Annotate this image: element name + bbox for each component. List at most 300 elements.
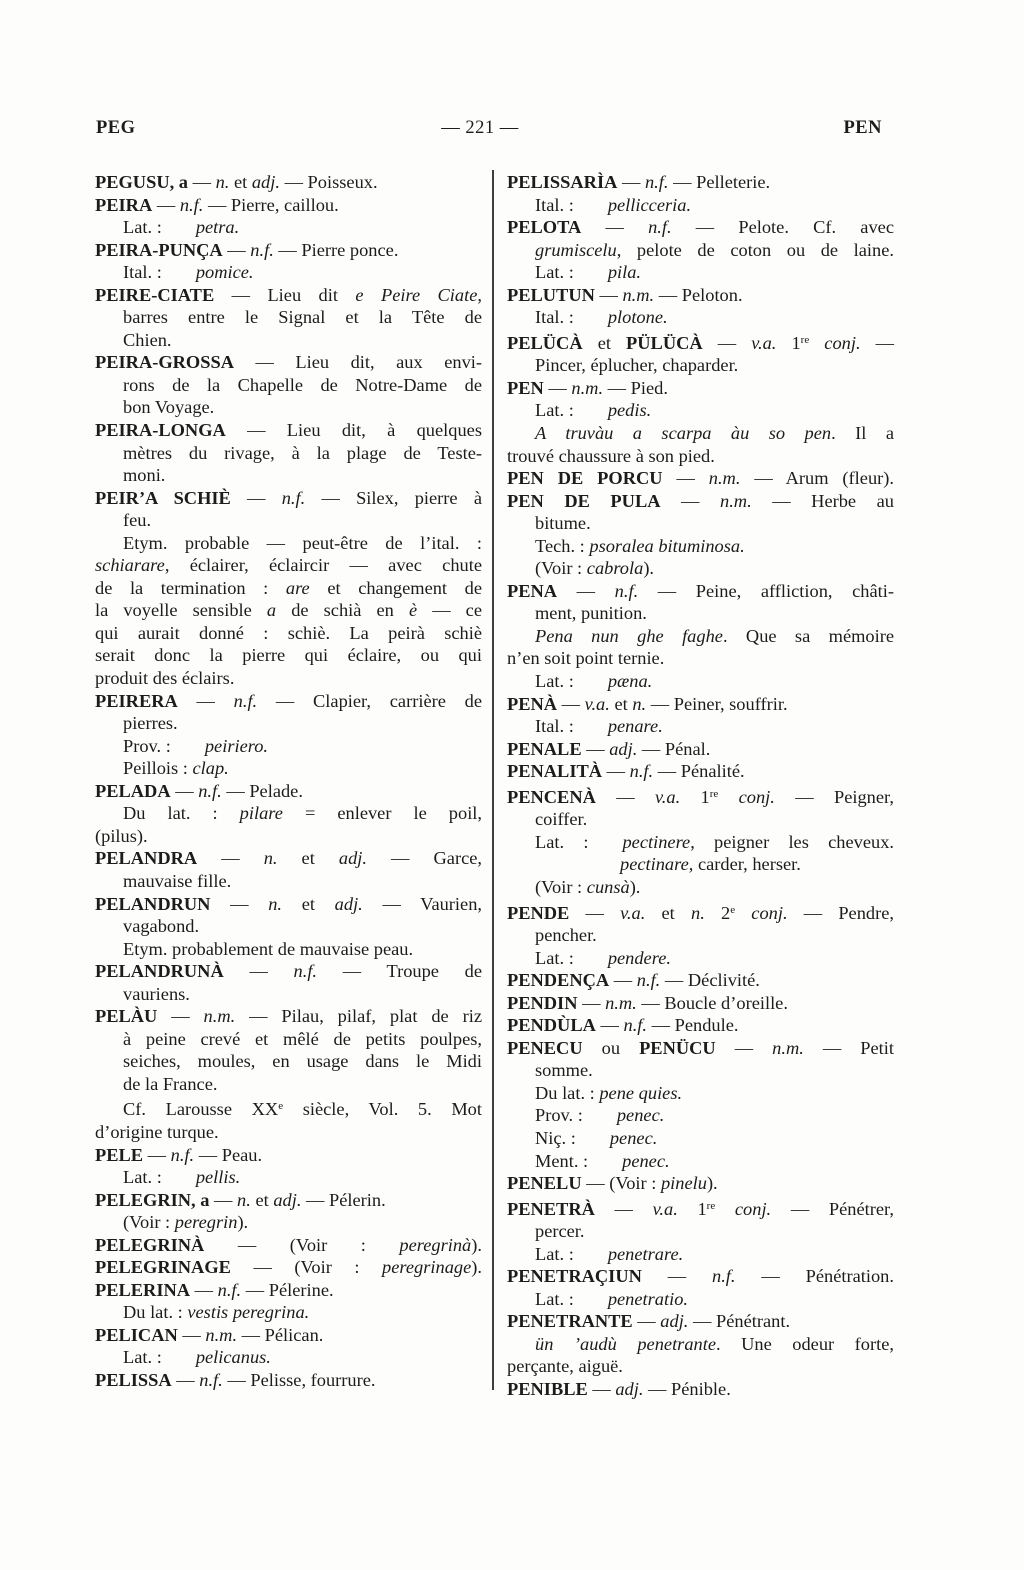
column-left — [95, 171, 482, 1392]
text-segment: n.f. — [648, 217, 672, 238]
entry-line — [507, 947, 894, 970]
entry-line — [95, 915, 482, 938]
text-segment: à peine crevé et mêlé de petits poulpes, — [123, 1028, 482, 1049]
text-segment: pæna. — [607, 671, 653, 692]
text-segment: — — [617, 172, 645, 192]
text-segment: — — [170, 780, 199, 801]
text-segment: PEIRE-CIATE — [95, 284, 215, 305]
text-segment: et — [250, 1189, 274, 1210]
text-segment: ). — [643, 558, 655, 579]
text-segment: Lat. : — [535, 1288, 574, 1309]
entry-line — [95, 1028, 482, 1051]
text-segment: pomice. — [195, 262, 254, 283]
text-segment: PELEGRIN, a — [95, 1189, 210, 1210]
text-segment: — — [557, 580, 615, 601]
text-segment: n.f. — [712, 1266, 736, 1287]
entry-line — [95, 960, 482, 983]
text-segment: adj. — [251, 172, 280, 192]
text-segment: (pilus). — [95, 825, 148, 846]
entry-line — [95, 735, 482, 758]
text-segment: v.a. — [620, 902, 646, 923]
text-segment: 1 — [680, 786, 710, 807]
entry-line — [95, 442, 482, 465]
entry-line — [507, 445, 894, 468]
entry-line — [95, 690, 482, 713]
text-segment: n.m. — [720, 490, 752, 511]
text-segment: et — [609, 693, 633, 714]
text-segment: siècle, Vol. 5. Mot — [283, 1099, 482, 1120]
text-segment: n.f. — [614, 580, 639, 601]
entry-line — [507, 239, 894, 262]
text-segment: — Pénétration. — [735, 1266, 894, 1287]
text-segment: peregrinage — [382, 1257, 472, 1278]
entry-line — [95, 893, 482, 916]
text-segment: . Une odeur forte, — [716, 1333, 895, 1354]
text-segment: PELISSARÌA — [507, 172, 618, 192]
entry-line — [95, 1211, 482, 1234]
entry-line — [507, 647, 894, 670]
text-segment: PELADA — [95, 780, 171, 801]
text-segment: n. — [691, 902, 705, 923]
entry-line — [95, 1189, 482, 1212]
text-segment: Ital. : — [123, 262, 162, 283]
text-segment: PELE — [95, 1144, 144, 1165]
text-segment: adj. — [615, 1378, 644, 1399]
text-segment: v.a. — [654, 786, 681, 807]
text-segment: n.m. — [203, 1006, 236, 1027]
entry-line — [95, 419, 482, 442]
text-segment: — — [543, 377, 572, 398]
entry-line — [95, 1234, 482, 1257]
entry-line — [95, 216, 482, 239]
entry-line — [507, 261, 894, 284]
text-segment: — Troupe de — [317, 961, 482, 982]
text-segment: — — [171, 1369, 200, 1390]
text-segment: n.m. — [708, 468, 741, 489]
text-segment: — Peau. — [194, 1144, 263, 1165]
text-segment: pilare — [239, 803, 283, 824]
text-segment: PEN — [507, 377, 544, 398]
text-segment: — — [152, 194, 180, 215]
text-segment: A truvàu a scarpa àu so pen — [535, 423, 832, 444]
text-segment: e — [730, 903, 736, 916]
entry-line — [95, 532, 482, 555]
text-segment: n.m. — [772, 1037, 804, 1058]
text-segment: pectinare — [620, 854, 689, 875]
text-segment: — — [569, 902, 621, 923]
text-segment: n.m. — [605, 992, 637, 1013]
text-segment: — Pélerin. — [301, 1189, 386, 1210]
entry-line — [507, 490, 894, 513]
text-segment: — Arum (fleur). — [740, 468, 894, 489]
text-segment: — (Voir : — [230, 1257, 383, 1278]
text-segment: conj. — [734, 1198, 772, 1219]
text-segment: v.a. — [652, 1198, 678, 1219]
text-segment: n.f. — [281, 487, 306, 508]
text-segment: 2 — [704, 902, 731, 923]
text-segment: , peigner les cheveux. — [690, 831, 894, 852]
entry-line — [95, 983, 482, 1006]
text-segment: — — [210, 893, 269, 914]
entry-line — [507, 1310, 894, 1333]
text-segment: la voyelle sensible — [95, 600, 267, 621]
text-segment: — ce — [417, 600, 482, 621]
text-segment: — Lieu dit, à quelques — [225, 420, 482, 441]
text-segment — [735, 903, 751, 923]
text-segment: (Voir : — [535, 558, 587, 579]
text-segment: Du lat. : — [123, 1302, 188, 1323]
text-segment: d’origine turque. — [95, 1121, 219, 1142]
text-segment: PEIRA-GROSSA — [95, 352, 234, 373]
text-segment: Ment. : — [535, 1150, 589, 1171]
text-segment: PENETRÀ — [507, 1198, 595, 1219]
entry-line — [95, 194, 482, 217]
text-segment: PENCENÀ — [507, 786, 596, 807]
page-number: — 221 — — [441, 118, 519, 138]
entry-line — [507, 715, 894, 738]
text-segment: trouvé chaussure à son pied. — [507, 445, 715, 466]
text-segment: — — [230, 487, 282, 508]
text-segment: penetratio. — [607, 1288, 689, 1309]
entry-line — [95, 464, 482, 487]
text-segment: — — [594, 1198, 653, 1219]
text-segment: et — [645, 902, 691, 923]
text-segment: et changement de — [309, 577, 482, 598]
text-segment: — — [190, 1279, 218, 1300]
text-segment: PÜLÜCÀ — [626, 332, 703, 353]
text-segment: PELÜCÀ — [507, 332, 583, 353]
text-segment: — — [641, 1266, 712, 1287]
text-segment: n.f. — [250, 239, 274, 260]
text-segment: — Pierre ponce. — [273, 239, 399, 260]
text-segment: perçante, aiguë. — [507, 1356, 623, 1377]
entry-line — [507, 853, 894, 876]
entry-line — [507, 808, 894, 831]
entry-line — [95, 1369, 482, 1392]
text-segment — [718, 787, 738, 807]
text-segment: ün ’audù penetrante — [535, 1333, 716, 1354]
text-segment: è — [408, 600, 418, 621]
entry-line — [507, 1127, 894, 1150]
entry-line — [507, 557, 894, 580]
text-segment: — — [594, 284, 623, 305]
text-segment: a — [266, 600, 277, 621]
text-segment: bon Voyage. — [123, 397, 215, 418]
text-segment: PENDE — [507, 902, 570, 923]
text-segment: ). — [706, 1173, 718, 1194]
entry-line — [95, 374, 482, 397]
column-divider-rule — [492, 170, 494, 1390]
entry-line — [95, 487, 482, 510]
entry-line — [507, 1172, 894, 1195]
text-segment: — Pénible. — [643, 1378, 731, 1399]
text-segment: — Lieu dit — [214, 284, 356, 305]
text-segment: Prov. : — [123, 735, 171, 756]
entry-line — [507, 738, 894, 761]
text-segment: — — [177, 1324, 206, 1345]
text-segment: — Pierre, caillou. — [203, 194, 339, 215]
entry-line — [507, 1150, 894, 1173]
entry-line — [507, 992, 894, 1015]
text-segment: — — [587, 1378, 616, 1399]
text-segment: PEGUSU, a — [95, 172, 188, 192]
text-segment: somme. — [535, 1060, 593, 1081]
text-segment: penec. — [616, 1105, 665, 1126]
text-segment: — — [188, 172, 216, 192]
text-segment: e Peire Ciate — [355, 284, 478, 305]
text-segment: n. — [632, 693, 647, 714]
text-segment: — Peloton. — [654, 284, 743, 305]
text-segment: — Lieu dit, aux envi- — [233, 352, 482, 373]
text-segment: — — [197, 848, 264, 869]
text-segment — [809, 333, 824, 353]
text-segment: Peillois : — [123, 758, 193, 779]
text-segment: n.f. — [636, 970, 661, 991]
text-segment: ment, punition. — [535, 603, 647, 624]
text-segment: pendere. — [607, 947, 671, 968]
running-head-left-word: PEG — [96, 118, 136, 138]
text-segment: grumiscelu — [535, 239, 617, 260]
entry-line — [95, 1324, 482, 1347]
text-segment: ). — [629, 876, 641, 897]
text-segment: 1 — [776, 332, 801, 353]
text-segment: schiarare — [95, 555, 165, 576]
text-segment: 1 — [677, 1198, 707, 1219]
entry-line — [507, 760, 894, 783]
entry-line — [95, 306, 482, 329]
text-segment: . Il a — [831, 423, 894, 444]
text-segment: — — [595, 786, 655, 807]
text-segment: produit des éclairs. — [95, 668, 235, 689]
text-segment: = enlever le poil, — [282, 803, 483, 824]
text-segment: (Voir : — [123, 1212, 175, 1233]
entry-line — [507, 467, 894, 490]
entry-line — [95, 622, 482, 645]
text-segment: PENETRANTE — [507, 1311, 633, 1332]
text-segment: ). — [237, 1212, 249, 1233]
entry-line — [95, 780, 482, 803]
text-segment: , éclairer, éclaircir — avec chute — [164, 555, 482, 576]
entry-line — [95, 577, 482, 600]
text-segment: PELANDRUNÀ — [95, 961, 224, 982]
text-segment: PENDENÇA — [507, 970, 610, 991]
text-segment: PEIRERA — [95, 690, 178, 711]
text-segment: Lat. : — [123, 1167, 162, 1188]
text-segment: Etym. probablement de mauvaise peau. — [123, 938, 414, 959]
text-segment: penetrare. — [607, 1243, 684, 1264]
text-segment: adj. — [338, 848, 367, 869]
entry-line — [95, 1166, 482, 1189]
entry-line — [507, 377, 894, 400]
text-segment: moni. — [123, 465, 166, 486]
text-segment: mètres du rivage, à la plage de Teste- — [123, 442, 482, 463]
text-segment: — — [660, 490, 720, 511]
text-segment: — Pélican. — [237, 1324, 324, 1345]
entry-line — [507, 602, 894, 625]
text-segment: Pena nun ghe faghe — [535, 625, 723, 646]
text-segment: penec. — [622, 1150, 670, 1171]
text-segment: bitume. — [535, 513, 591, 534]
entry-line — [507, 1333, 894, 1356]
text-segment: are — [285, 577, 310, 598]
text-segment: — Pelade. — [221, 780, 303, 801]
text-segment: — — [143, 1144, 171, 1165]
entry-line — [95, 1279, 482, 1302]
text-segment: et — [277, 848, 339, 869]
text-segment: PENIBLE — [507, 1378, 588, 1399]
text-segment: pierres. — [123, 713, 178, 734]
text-segment: Ital. : — [535, 716, 574, 737]
text-segment: — Déclivité. — [660, 970, 760, 991]
text-segment: n.f. — [293, 961, 318, 982]
entry-line — [507, 171, 894, 194]
entry-line — [507, 899, 894, 925]
text-segment — [715, 1199, 735, 1219]
text-segment: — — [157, 1006, 204, 1027]
text-segment: — Boucle d’oreille. — [636, 992, 788, 1013]
text-segment: qui aurait donné : schiè. La peirà schiè — [95, 622, 482, 643]
text-segment: ). — [471, 1234, 482, 1255]
entry-line — [507, 1037, 894, 1060]
text-segment: re — [706, 1199, 716, 1212]
text-segment: — — [223, 961, 294, 982]
text-segment: percer. — [535, 1221, 585, 1242]
text-segment: Niç. : — [535, 1127, 576, 1148]
text-segment: PELÀU — [95, 1006, 158, 1027]
text-segment: — (Voir : — [581, 1173, 661, 1194]
text-segment: n. — [237, 1189, 251, 1210]
text-segment: — — [222, 239, 251, 260]
text-segment: pene quies. — [599, 1082, 683, 1103]
entry-line — [507, 1243, 894, 1266]
text-segment: Chien. — [123, 329, 172, 350]
text-segment: pectinere — [622, 831, 691, 852]
text-segment: — Pélerine. — [241, 1279, 334, 1300]
text-segment: de la termination : — [95, 577, 286, 598]
text-segment: conj. — [824, 332, 861, 353]
text-segment: — Pendule. — [647, 1015, 739, 1036]
text-segment: — Pilau, pilaf, plat de riz — [235, 1006, 482, 1027]
text-segment: n.m. — [571, 377, 604, 398]
text-segment: peregrinà — [399, 1234, 472, 1255]
text-segment: — Pénétrer, — [771, 1198, 894, 1219]
entry-line — [507, 306, 894, 329]
text-segment: (Voir : — [535, 876, 587, 897]
text-segment: conj. — [738, 786, 775, 807]
entry-line — [95, 239, 482, 262]
text-segment: mauvaise fille. — [123, 870, 232, 891]
text-segment: — — [860, 332, 895, 353]
entry-line — [507, 512, 894, 535]
text-segment: , — [477, 284, 482, 305]
entry-line — [95, 599, 482, 622]
text-segment: PELISSA — [95, 1369, 172, 1390]
text-segment: — — [702, 332, 752, 353]
text-segment: re — [709, 787, 719, 800]
text-segment: PELEGRINAGE — [95, 1257, 231, 1278]
text-segment: Tech. : — [535, 535, 590, 556]
text-segment: adj. — [609, 738, 638, 759]
text-segment: — — [632, 1311, 661, 1332]
text-segment: pedis. — [607, 400, 652, 421]
text-segment: — Pelisse, fourrure. — [222, 1369, 376, 1390]
text-segment: pellicceria. — [607, 194, 692, 215]
text-segment: PELANDRA — [95, 848, 198, 869]
entry-line — [507, 422, 894, 445]
text-segment: plotone. — [607, 307, 668, 328]
text-segment: coiffer. — [535, 809, 588, 830]
text-segment: barres entre le Signal et la Tête de — [123, 307, 482, 328]
text-segment: rons de la Chapelle de Notre-Dame de — [123, 374, 482, 395]
entry-line — [95, 712, 482, 735]
text-segment: — Pendre, — [787, 902, 894, 923]
text-segment: — Herbe au — [751, 490, 894, 511]
text-segment: n.f. — [198, 780, 222, 801]
text-segment: PELANDRUN — [95, 893, 211, 914]
text-segment: n’en soit point ternie. — [507, 648, 665, 669]
text-segment: n.f. — [623, 1015, 648, 1036]
entry-line — [507, 194, 894, 217]
entry-line — [507, 284, 894, 307]
text-segment: vestis peregrina. — [187, 1302, 310, 1323]
text-segment: vauriens. — [123, 983, 190, 1004]
text-segment: pinelu — [660, 1173, 707, 1194]
text-segment: n. — [268, 893, 283, 914]
entry-line — [95, 1095, 482, 1121]
text-segment: Etym. probable — peut-être de l’ital. : — [123, 532, 482, 553]
text-segment: — — [662, 468, 709, 489]
text-segment: n.f. — [233, 690, 258, 711]
text-segment: n.f. — [199, 1369, 223, 1390]
entry-line — [507, 535, 894, 558]
text-segment: — Peigner, — [774, 786, 894, 807]
text-segment: , carder, herser. — [688, 854, 801, 875]
text-segment: n.f. — [217, 1279, 242, 1300]
text-segment: — Peiner, souffrir. — [646, 693, 788, 714]
text-segment: — (Voir : — [204, 1234, 400, 1255]
text-segment: — Petit — [803, 1037, 894, 1058]
entry-line — [95, 1346, 482, 1369]
entry-line — [507, 831, 894, 854]
text-segment: , pelote de coton ou de laine. — [616, 239, 894, 260]
text-segment: Pincer, éplucher, chaparder. — [535, 355, 739, 376]
entry-line — [507, 924, 894, 947]
text-segment: et — [229, 172, 252, 192]
text-segment: v.a. — [751, 332, 777, 353]
text-segment: clap. — [192, 758, 229, 779]
entry-line — [95, 554, 482, 577]
text-segment: Lat. : — [535, 947, 574, 968]
text-segment: PEIRA-LONGA — [95, 420, 226, 441]
text-segment: n. — [263, 848, 278, 869]
text-segment: — Poisseux. — [279, 172, 378, 192]
text-segment: PENÜCU — [639, 1037, 716, 1058]
text-segment: — — [177, 690, 234, 711]
entry-line — [95, 847, 482, 870]
text-segment: Ital. : — [535, 307, 574, 328]
entry-line — [95, 284, 482, 307]
text-segment: Lat. : — [535, 671, 574, 692]
entry-line — [507, 354, 894, 377]
entry-line — [507, 693, 894, 716]
text-segment: seiches, moules, en usage dans le Midi — [123, 1051, 482, 1072]
entry-line — [95, 261, 482, 284]
text-segment: conj. — [751, 902, 788, 923]
text-segment: ). — [471, 1257, 482, 1278]
text-segment: — — [581, 217, 649, 238]
text-segment: n.f. — [629, 761, 654, 782]
text-segment: de schià en — [276, 600, 409, 621]
